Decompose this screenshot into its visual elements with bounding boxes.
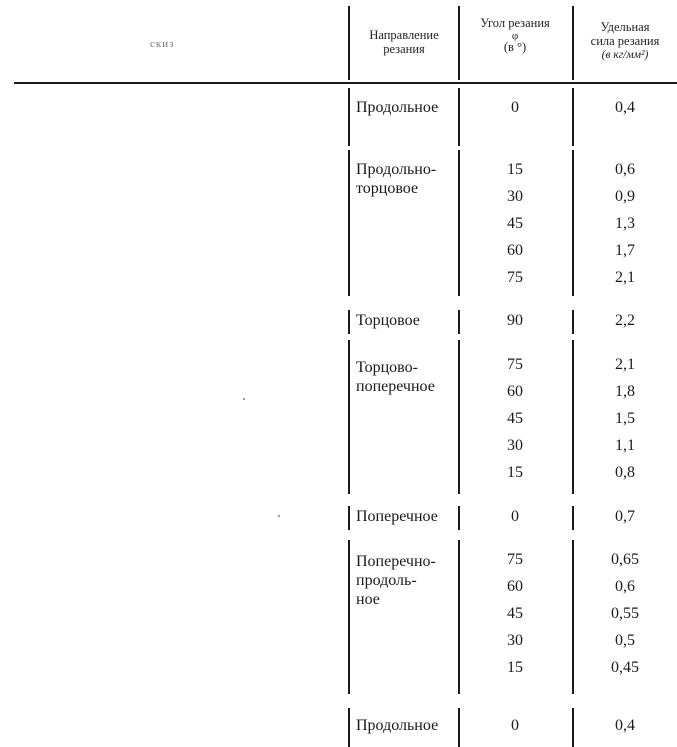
header-angle [462,16,568,54]
angle-value: 30 [507,188,523,205]
angle-value: 45 [507,215,523,232]
column-rule [458,6,460,80]
header-angle-line2: φ [511,30,519,42]
scan-dot [278,515,280,517]
direction-label: Продольно- [356,161,437,178]
header-direction [350,28,458,56]
direction-label: Поперечное [356,508,438,525]
angle-value: 30 [507,632,523,649]
force-value: 2,1 [615,356,635,373]
angle-value: 90 [507,312,523,329]
column-rule [458,150,460,296]
force-value: 0,45 [611,659,639,676]
direction-label: поперечное [356,378,435,395]
force-value: 1,7 [615,242,635,259]
header-force-line3: (в кг/мм²) [601,49,649,61]
force-value: 0,55 [611,605,639,622]
angle-value: 45 [507,410,523,427]
force-value: 0,6 [615,578,635,595]
column-rule [572,310,574,334]
force-value: 1,5 [615,410,635,427]
column-rule [348,88,350,146]
column-rule [348,708,350,747]
force-value: 1,8 [615,383,635,400]
sketch-column-label: скиз [150,38,175,50]
angle-value: 60 [507,242,523,259]
header-force-line2: сила резания [590,34,660,48]
direction-label: продоль- [356,572,417,589]
force-value: 0,8 [615,464,635,481]
column-rule [458,708,460,747]
column-rule [348,310,350,334]
force-value: 2,2 [615,312,635,329]
force-value: 0,9 [615,188,635,205]
force-value: 0,5 [615,632,635,649]
direction-label: Торцовое [356,312,420,329]
force-value: 0,65 [611,551,639,568]
column-rule [348,340,350,494]
force-value: 1,3 [615,215,635,232]
column-rule [458,310,460,334]
column-rule [348,540,350,694]
column-rule [572,88,574,146]
column-rule [572,540,574,694]
direction-label: ное [356,591,380,608]
header-rule [14,82,677,84]
header-direction-line1: Направление [369,28,439,42]
column-rule [458,340,460,494]
header-force-line1: Удельная [600,20,650,34]
angle-value: 75 [507,269,523,286]
angle-value: 45 [507,605,523,622]
force-value: 0,4 [615,717,635,734]
angle-value: 15 [507,161,523,178]
column-rule [348,506,350,530]
column-rule [348,6,350,80]
angle-value: 75 [507,356,523,373]
column-rule [572,506,574,530]
angle-value: 15 [507,464,523,481]
direction-label: торцовое [356,180,419,197]
force-value: 0,4 [615,99,635,116]
force-value: 1,1 [615,437,635,454]
angle-value: 0 [511,508,519,525]
angle-value: 0 [511,99,519,116]
column-rule [458,506,460,530]
header-angle-line1: Угол резания [480,16,550,30]
direction-label: Продольное [356,99,439,116]
angle-value: 60 [507,383,523,400]
force-value: 0,7 [615,508,635,525]
column-rule [458,88,460,146]
header-force [575,20,675,62]
force-value: 0,6 [615,161,635,178]
angle-value: 0 [511,717,519,734]
header-direction-line2: резания [383,42,425,56]
column-rule [572,150,574,296]
direction-label: Поперечно- [356,553,436,570]
column-rule [572,340,574,494]
column-rule [572,708,574,747]
angle-value: 60 [507,578,523,595]
column-rule [572,6,574,80]
direction-label: Продольное [356,717,439,734]
scan-dot [243,398,245,400]
column-rule [348,150,350,296]
direction-label: Торцово- [356,359,418,376]
header-angle-line3: (в °) [503,40,527,54]
column-rule [458,540,460,694]
force-value: 2,1 [615,269,635,286]
angle-value: 75 [507,551,523,568]
angle-value: 15 [507,659,523,676]
angle-value: 30 [507,437,523,454]
